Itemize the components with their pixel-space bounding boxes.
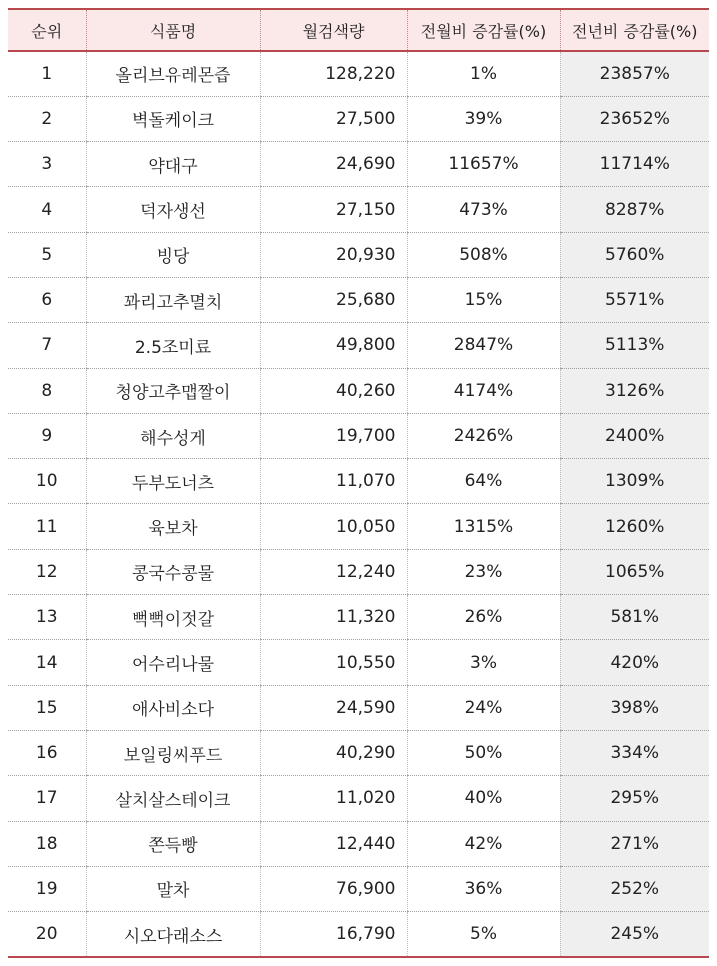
- table-body: [8, 51, 709, 957]
- rank-cell: 12: [8, 549, 86, 594]
- mom-change-cell: 50%: [407, 730, 560, 775]
- food-name-cell: 어수리나물: [86, 640, 260, 685]
- mom-change-cell: 15%: [407, 277, 560, 322]
- rank-cell: 10: [8, 459, 86, 504]
- food-name-cell: 애사비소다: [86, 685, 260, 730]
- rank-cell: 15: [8, 685, 86, 730]
- rank-cell: 13: [8, 595, 86, 640]
- rank-cell: 20: [8, 912, 86, 957]
- table-row: [8, 232, 709, 277]
- yoy-change-cell: 5571%: [560, 277, 709, 322]
- rank-cell: 11: [8, 504, 86, 549]
- yoy-change-cell: 23857%: [560, 51, 709, 96]
- table-row: [8, 368, 709, 413]
- yoy-change-cell: 1260%: [560, 504, 709, 549]
- yoy-change-cell: 5113%: [560, 323, 709, 368]
- monthly-volume-cell: 19,700: [260, 413, 407, 458]
- monthly-volume-cell: 25,680: [260, 277, 407, 322]
- table-row: [8, 912, 709, 957]
- food-name-cell: 말차: [86, 866, 260, 911]
- food-name-cell: 뻑뻑이젓갈: [86, 595, 260, 640]
- rank-cell: 8: [8, 368, 86, 413]
- header-yoy-change: 전년비 증감률(%): [560, 9, 709, 51]
- yoy-change-cell: 1065%: [560, 549, 709, 594]
- mom-change-cell: 24%: [407, 685, 560, 730]
- mom-change-cell: 1315%: [407, 504, 560, 549]
- yoy-change-cell: 252%: [560, 866, 709, 911]
- rank-cell: 9: [8, 413, 86, 458]
- mom-change-cell: 5%: [407, 912, 560, 957]
- yoy-change-cell: 23652%: [560, 96, 709, 141]
- monthly-volume-cell: 12,240: [260, 549, 407, 594]
- mom-change-cell: 4174%: [407, 368, 560, 413]
- table-row: [8, 730, 709, 775]
- yoy-change-cell: 245%: [560, 912, 709, 957]
- food-name-cell: 해수성게: [86, 413, 260, 458]
- mom-change-cell: 2426%: [407, 413, 560, 458]
- mom-change-cell: 473%: [407, 187, 560, 232]
- rank-cell: 6: [8, 277, 86, 322]
- yoy-change-cell: 334%: [560, 730, 709, 775]
- yoy-change-cell: 420%: [560, 640, 709, 685]
- mom-change-cell: 36%: [407, 866, 560, 911]
- rank-cell: 1: [8, 51, 86, 96]
- header-rank: 순위: [8, 9, 86, 51]
- rank-cell: 7: [8, 323, 86, 368]
- table-row: [8, 459, 709, 504]
- monthly-volume-cell: 24,690: [260, 142, 407, 187]
- rank-cell: 14: [8, 640, 86, 685]
- mom-change-cell: 3%: [407, 640, 560, 685]
- mom-change-cell: 26%: [407, 595, 560, 640]
- food-name-cell: 덕자생선: [86, 187, 260, 232]
- header-row: [8, 9, 709, 51]
- monthly-volume-cell: 10,550: [260, 640, 407, 685]
- food-name-cell: 육보차: [86, 504, 260, 549]
- table-row: [8, 866, 709, 911]
- header-monthly-volume: 월검색량: [260, 9, 407, 51]
- mom-change-cell: 39%: [407, 96, 560, 141]
- monthly-volume-cell: 11,320: [260, 595, 407, 640]
- table-row: [8, 187, 709, 232]
- rank-cell: 17: [8, 776, 86, 821]
- yoy-change-cell: 3126%: [560, 368, 709, 413]
- monthly-volume-cell: 20,930: [260, 232, 407, 277]
- yoy-change-cell: 271%: [560, 821, 709, 866]
- yoy-change-cell: 8287%: [560, 187, 709, 232]
- monthly-volume-cell: 11,070: [260, 459, 407, 504]
- table-row: [8, 142, 709, 187]
- table-row: [8, 277, 709, 322]
- monthly-volume-cell: 49,800: [260, 323, 407, 368]
- yoy-change-cell: 2400%: [560, 413, 709, 458]
- yoy-change-cell: 295%: [560, 776, 709, 821]
- monthly-volume-cell: 11,020: [260, 776, 407, 821]
- mom-change-cell: 11657%: [407, 142, 560, 187]
- monthly-volume-cell: 76,900: [260, 866, 407, 911]
- mom-change-cell: 40%: [407, 776, 560, 821]
- table-row: [8, 549, 709, 594]
- mom-change-cell: 1%: [407, 51, 560, 96]
- rank-cell: 19: [8, 866, 86, 911]
- monthly-volume-cell: 128,220: [260, 51, 407, 96]
- rank-cell: 18: [8, 821, 86, 866]
- table-row: [8, 504, 709, 549]
- table-row: [8, 413, 709, 458]
- food-name-cell: 청양고추맵짤이: [86, 368, 260, 413]
- food-name-cell: 두부도너츠: [86, 459, 260, 504]
- food-name-cell: 약대구: [86, 142, 260, 187]
- yoy-change-cell: 11714%: [560, 142, 709, 187]
- yoy-change-cell: 1309%: [560, 459, 709, 504]
- header-mom-change: 전월비 증감률(%): [407, 9, 560, 51]
- monthly-volume-cell: 27,500: [260, 96, 407, 141]
- mom-change-cell: 2847%: [407, 323, 560, 368]
- food-name-cell: 빙당: [86, 232, 260, 277]
- mom-change-cell: 508%: [407, 232, 560, 277]
- monthly-volume-cell: 40,260: [260, 368, 407, 413]
- yoy-change-cell: 398%: [560, 685, 709, 730]
- mom-change-cell: 42%: [407, 821, 560, 866]
- header-food-name: 식품명: [86, 9, 260, 51]
- mom-change-cell: 64%: [407, 459, 560, 504]
- food-name-cell: 보일링씨푸드: [86, 730, 260, 775]
- table-row: [8, 685, 709, 730]
- food-name-cell: 올리브유레몬즙: [86, 51, 260, 96]
- table-row: [8, 323, 709, 368]
- rank-cell: 2: [8, 96, 86, 141]
- food-name-cell: 콩국수콩물: [86, 549, 260, 594]
- table-row: [8, 640, 709, 685]
- food-name-cell: 쫀득빵: [86, 821, 260, 866]
- monthly-volume-cell: 40,290: [260, 730, 407, 775]
- monthly-volume-cell: 10,050: [260, 504, 407, 549]
- rank-cell: 4: [8, 187, 86, 232]
- food-name-cell: 벽돌케이크: [86, 96, 260, 141]
- rank-cell: 16: [8, 730, 86, 775]
- food-name-cell: 시오다래소스: [86, 912, 260, 957]
- food-name-cell: 살치살스테이크: [86, 776, 260, 821]
- monthly-volume-cell: 12,440: [260, 821, 407, 866]
- rank-cell: 5: [8, 232, 86, 277]
- food-name-cell: 2.5조미료: [86, 323, 260, 368]
- table-row: [8, 776, 709, 821]
- yoy-change-cell: 5760%: [560, 232, 709, 277]
- food-search-ranking-table: [8, 8, 709, 958]
- ranking-table-container: [8, 8, 709, 958]
- rank-cell: 3: [8, 142, 86, 187]
- table-row: [8, 821, 709, 866]
- table-row: [8, 595, 709, 640]
- monthly-volume-cell: 16,790: [260, 912, 407, 957]
- monthly-volume-cell: 27,150: [260, 187, 407, 232]
- yoy-change-cell: 581%: [560, 595, 709, 640]
- table-header: [8, 9, 709, 51]
- monthly-volume-cell: 24,590: [260, 685, 407, 730]
- table-row: [8, 51, 709, 96]
- mom-change-cell: 23%: [407, 549, 560, 594]
- food-name-cell: 꽈리고추멸치: [86, 277, 260, 322]
- table-row: [8, 96, 709, 141]
